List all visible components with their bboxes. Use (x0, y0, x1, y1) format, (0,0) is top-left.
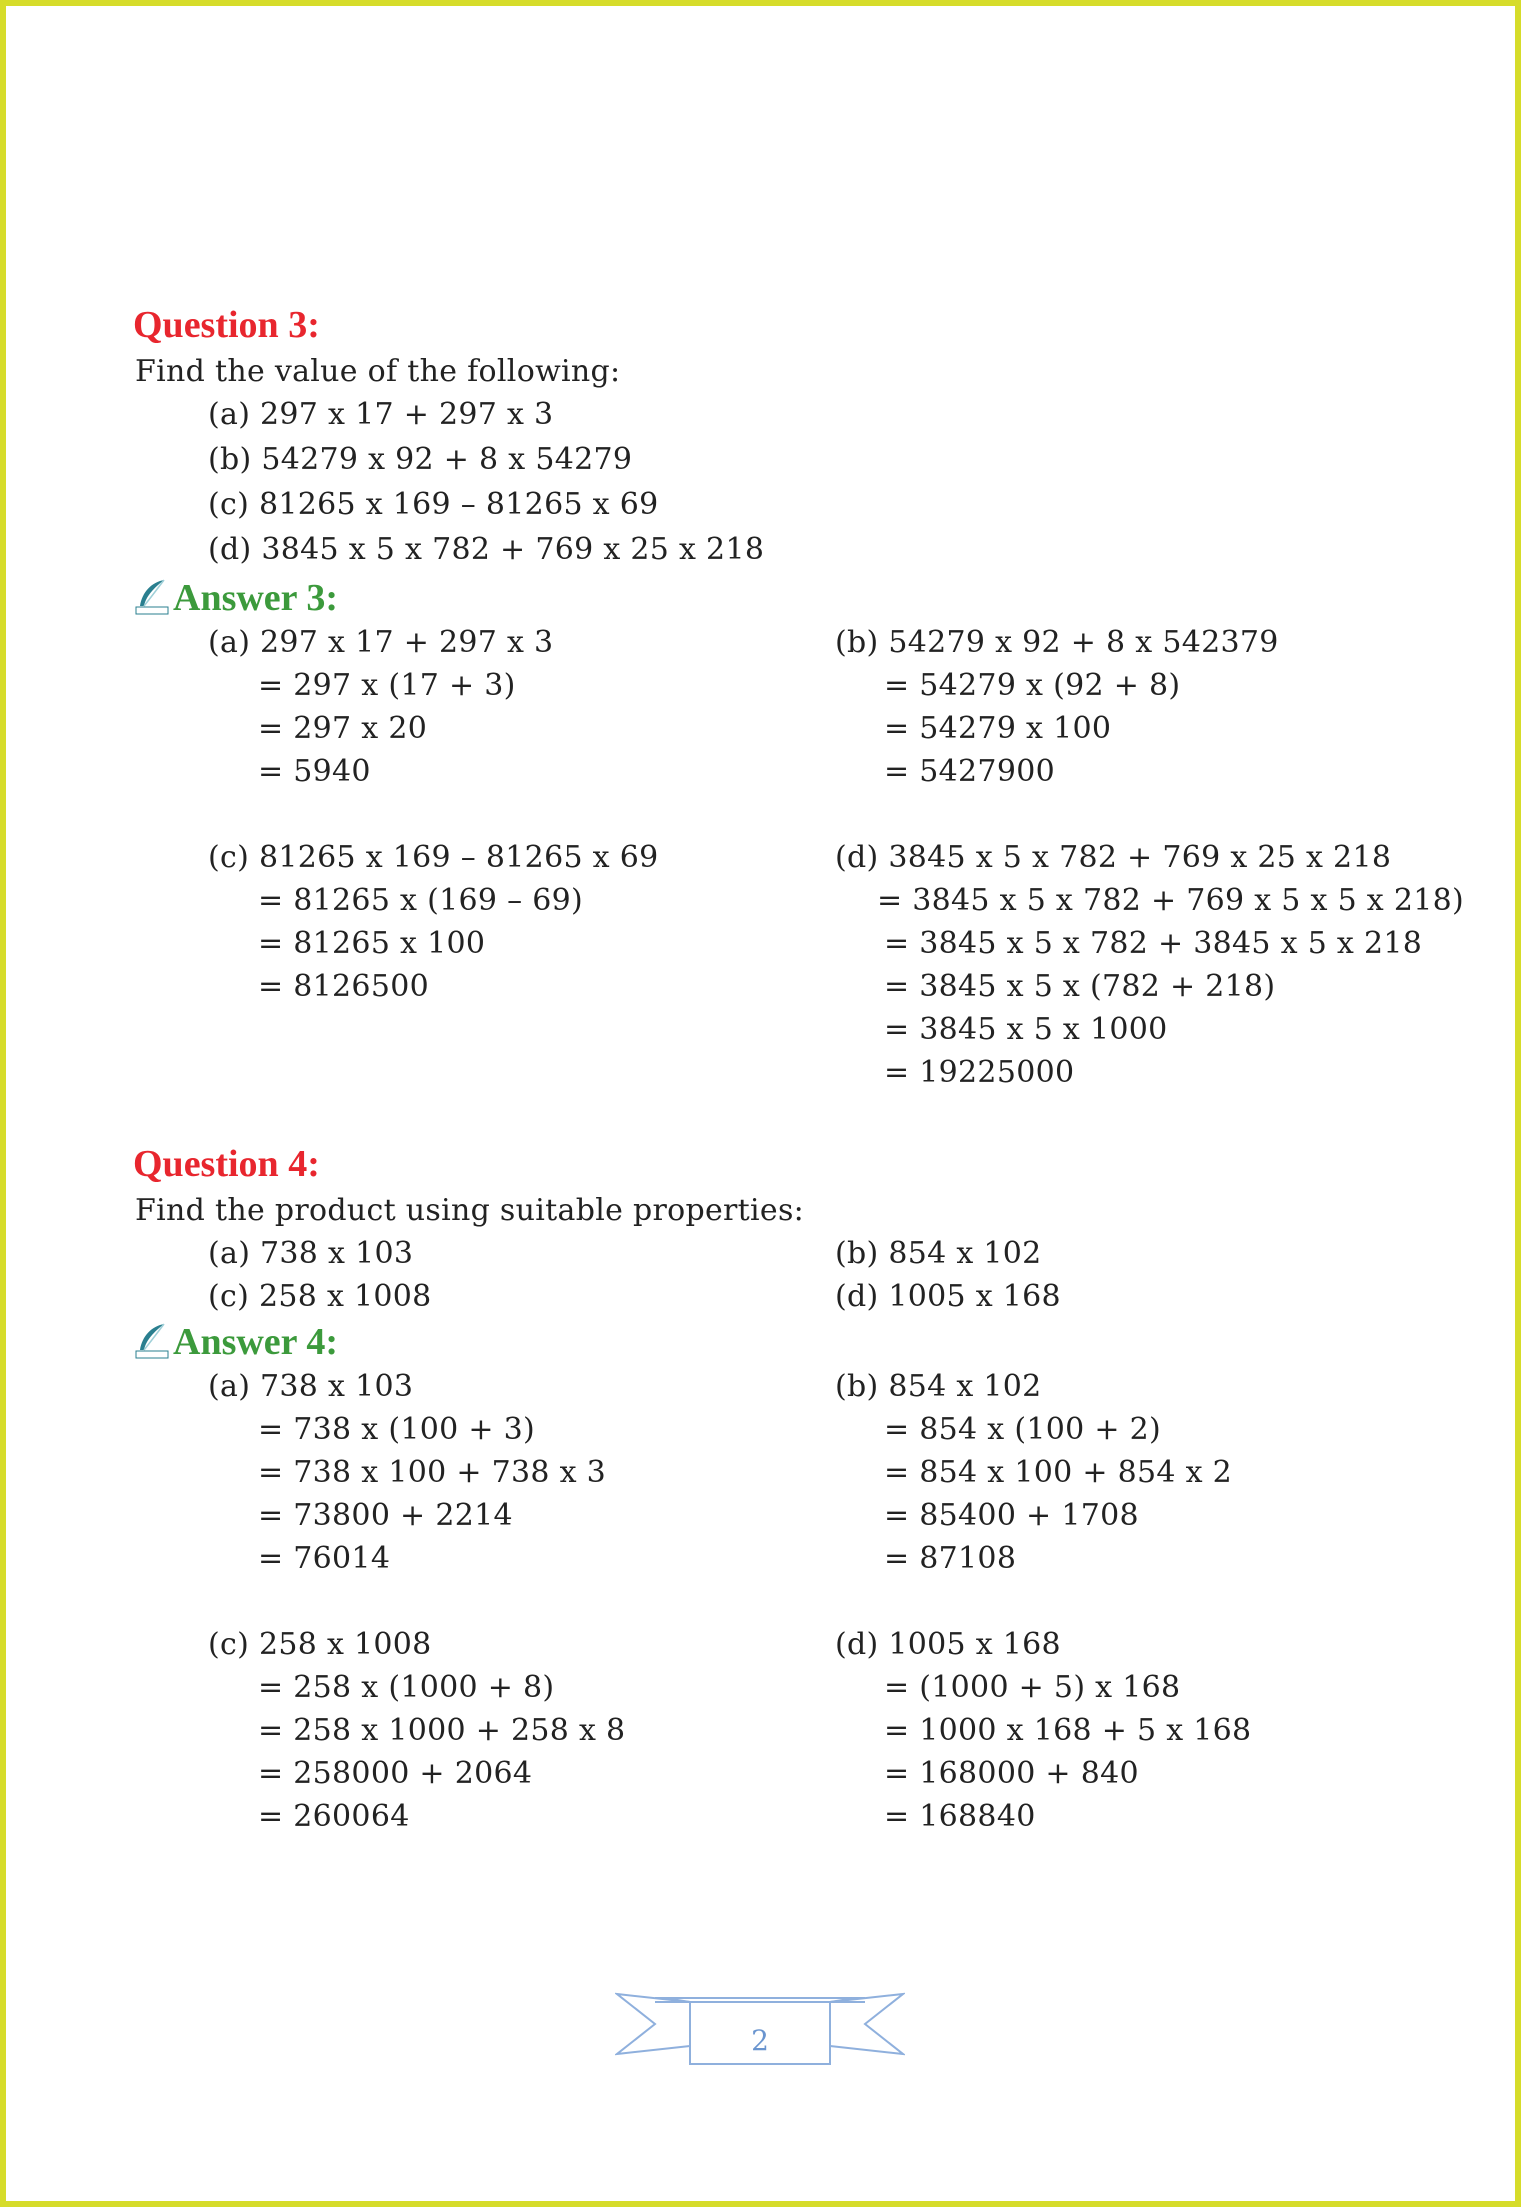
answer-3d-step: = 3845 x 5 x (782 + 218) (884, 969, 1276, 1004)
answer-3-heading: Answer 3: (173, 577, 339, 619)
answer-4c-title: (c) 258 x 1008 (208, 1627, 432, 1662)
answer-3d-step: = 19225000 (884, 1055, 1075, 1090)
answer-4b-step: = 87108 (884, 1541, 1017, 1576)
quill-logo-icon (134, 578, 170, 616)
answer-4b-step: = 854 x (100 + 2) (884, 1412, 1161, 1447)
answer-4d-step: = 168840 (884, 1799, 1036, 1834)
answer-4d-step: = 168000 + 840 (884, 1756, 1139, 1791)
answer-3c-title: (c) 81265 x 169 – 81265 x 69 (208, 840, 659, 875)
answer-3c-step: = 81265 x 100 (258, 926, 486, 961)
answer-4a-step: = 738 x (100 + 3) (258, 1412, 535, 1447)
answer-4a-step: = 73800 + 2214 (258, 1498, 513, 1533)
answer-3a-step: = 297 x 20 (258, 711, 428, 746)
question-3-item-b: (b) 54279 x 92 + 8 x 54279 (208, 442, 633, 477)
question-3-item-a: (a) 297 x 17 + 297 x 3 (208, 397, 554, 432)
answer-3d-step: = 3845 x 5 x 1000 (884, 1012, 1168, 1047)
question-4-item-a: (a) 738 x 103 (208, 1236, 414, 1271)
answer-4c-step: = 258000 + 2064 (258, 1756, 533, 1791)
answer-4d-step: = 1000 x 168 + 5 x 168 (884, 1713, 1252, 1748)
answer-4a-step: = 76014 (258, 1541, 391, 1576)
answer-3a-step: = 297 x (17 + 3) (258, 668, 516, 703)
answer-3b-step: = 54279 x (92 + 8) (884, 668, 1181, 703)
page-number: 2 (751, 2024, 769, 2057)
question-4-item-c: (c) 258 x 1008 (208, 1279, 432, 1314)
answer-4d-step: = (1000 + 5) x 168 (884, 1670, 1181, 1705)
answer-4b-step: = 85400 + 1708 (884, 1498, 1139, 1533)
answer-4b-step: = 854 x 100 + 854 x 2 (884, 1455, 1233, 1490)
answer-4-heading: Answer 4: (173, 1321, 339, 1363)
answer-3a-title: (a) 297 x 17 + 297 x 3 (208, 625, 554, 660)
question-3-prompt: Find the value of the following: (135, 354, 621, 389)
answer-3b-step: = 5427900 (884, 754, 1055, 789)
quill-logo-icon (134, 1322, 170, 1360)
answer-3a-step: = 5940 (258, 754, 371, 789)
answer-4d-title: (d) 1005 x 168 (835, 1627, 1061, 1662)
answer-4c-step: = 258 x 1000 + 258 x 8 (258, 1713, 626, 1748)
question-4-item-b: (b) 854 x 102 (835, 1236, 1042, 1271)
question-4-prompt: Find the product using suitable properties: (135, 1193, 805, 1228)
question-4-heading: Question 4: (133, 1143, 320, 1185)
answer-3d-step: = 3845 x 5 x 782 + 769 x 5 x 5 x 218) (877, 883, 1465, 918)
answer-3c-step: = 81265 x (169 – 69) (258, 883, 584, 918)
answer-3b-step: = 54279 x 100 (884, 711, 1112, 746)
answer-3c-step: = 8126500 (258, 969, 429, 1004)
answer-4b-title: (b) 854 x 102 (835, 1369, 1042, 1404)
question-3-item-d: (d) 3845 x 5 x 782 + 769 x 25 x 218 (208, 532, 765, 567)
question-3-heading: Question 3: (133, 304, 320, 346)
answer-4c-step: = 260064 (258, 1799, 410, 1834)
answer-4c-step: = 258 x (1000 + 8) (258, 1670, 555, 1705)
answer-3d-step: = 3845 x 5 x 782 + 3845 x 5 x 218 (884, 926, 1423, 961)
answer-4a-title: (a) 738 x 103 (208, 1369, 414, 1404)
answer-3d-title: (d) 3845 x 5 x 782 + 769 x 25 x 218 (835, 840, 1392, 875)
answer-4a-step: = 738 x 100 + 738 x 3 (258, 1455, 607, 1490)
question-3-item-c: (c) 81265 x 169 – 81265 x 69 (208, 487, 659, 522)
answer-3b-title: (b) 54279 x 92 + 8 x 542379 (835, 625, 1279, 660)
question-4-item-d: (d) 1005 x 168 (835, 1279, 1061, 1314)
